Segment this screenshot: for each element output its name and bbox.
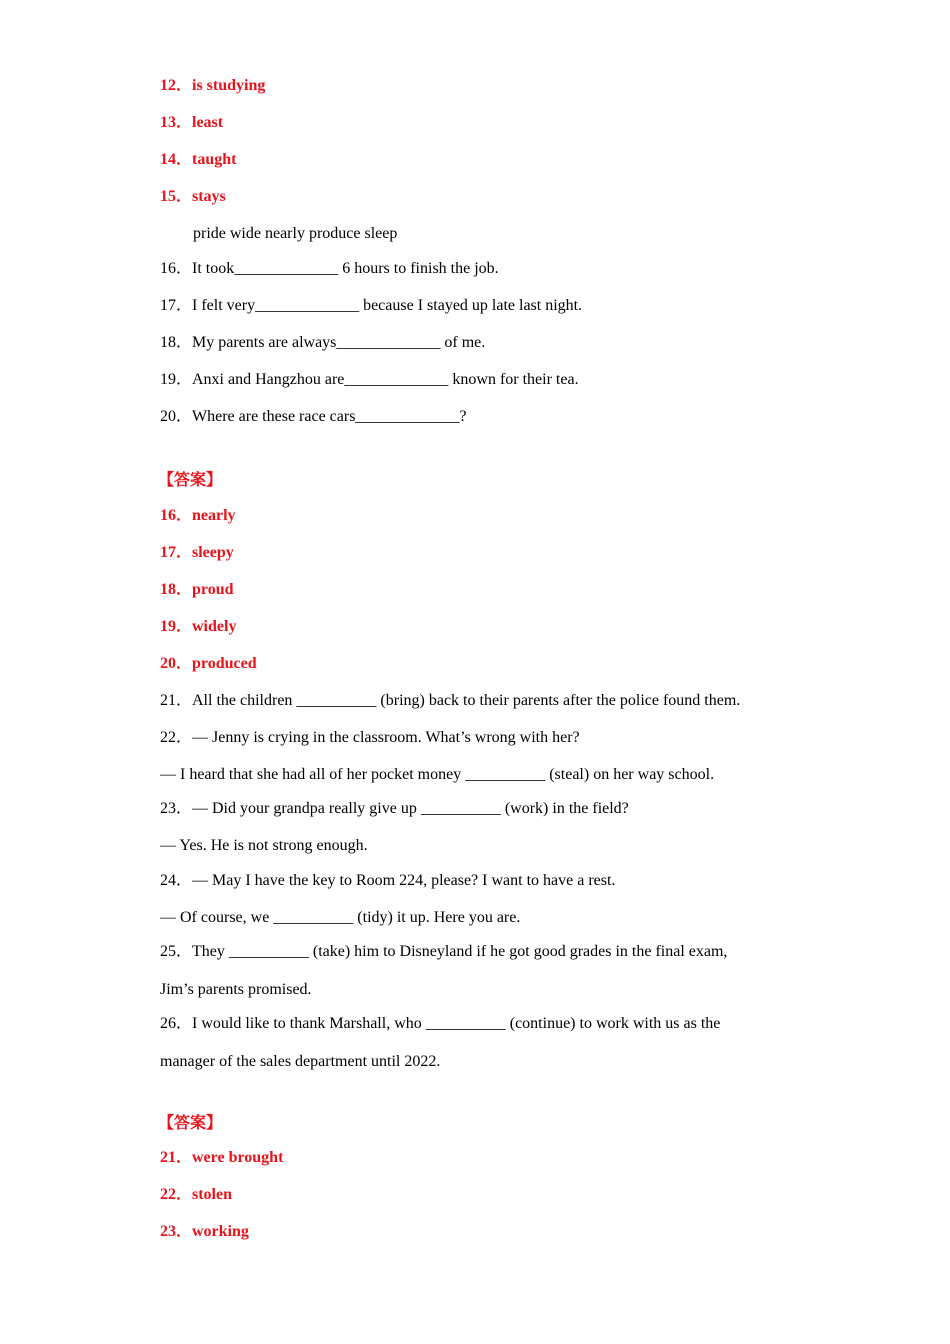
question-23: 23．— Did your grandpa really give up __________ (work) in the field? [160,800,629,817]
answer-heading: 【答案】 [158,1115,223,1132]
answer-22: 22．stolen [160,1186,233,1203]
answer-18: 18．proud [160,581,234,598]
question-20: 20．Where are these race cars_____________? [160,408,467,425]
question-17: 17．I felt very_____________ because I stayed up late last night. [160,297,583,314]
answer-14: 14．taught [160,151,237,168]
question-26: 26．I would like to thank Marshall, who __________ (continue) to work with us as the [160,1015,721,1032]
question-25: 25．They __________ (take) him to Disneyland if he got good grades in the final exam, [160,943,728,960]
question-23-reply: — Yes. He is not strong enough. [160,837,368,854]
word-bank: pride wide nearly produce sleep [193,225,398,242]
question-26-continued: manager of the sales department until 2022. [160,1053,441,1070]
question-21: 21．All the children __________ (bring) back to their parents after the police found them. [160,692,741,709]
answer-20: 20．produced [160,655,257,672]
answer-15: 15．stays [160,188,226,205]
answer-13: 13．least [160,114,224,131]
answer-21: 21．were brought [160,1149,284,1166]
answer-16: 16．nearly [160,507,236,524]
question-24: 24．— May I have the key to Room 224, please? I want to have a rest. [160,872,616,889]
question-18: 18．My parents are always_____________ of me. [160,334,486,351]
answer-17: 17．sleepy [160,544,234,561]
question-25-continued: Jim’s parents promised. [160,981,312,998]
answer-heading: 【答案】 [158,472,223,489]
question-16: 16．It took_____________ 6 hours to finish the job. [160,260,499,277]
answer-23: 23．working [160,1223,249,1240]
question-24-reply: — Of course, we __________ (tidy) it up. Here you are. [160,909,521,926]
answer-12: 12．is studying [160,77,266,94]
question-22-reply: — I heard that she had all of her pocket money __________ (steal) on her way school. [160,766,715,783]
question-19: 19．Anxi and Hangzhou are_____________ known for their tea. [160,371,579,388]
answer-19: 19．widely [160,618,237,635]
question-22: 22．— Jenny is crying in the classroom. What’s wrong with her? [160,729,580,746]
